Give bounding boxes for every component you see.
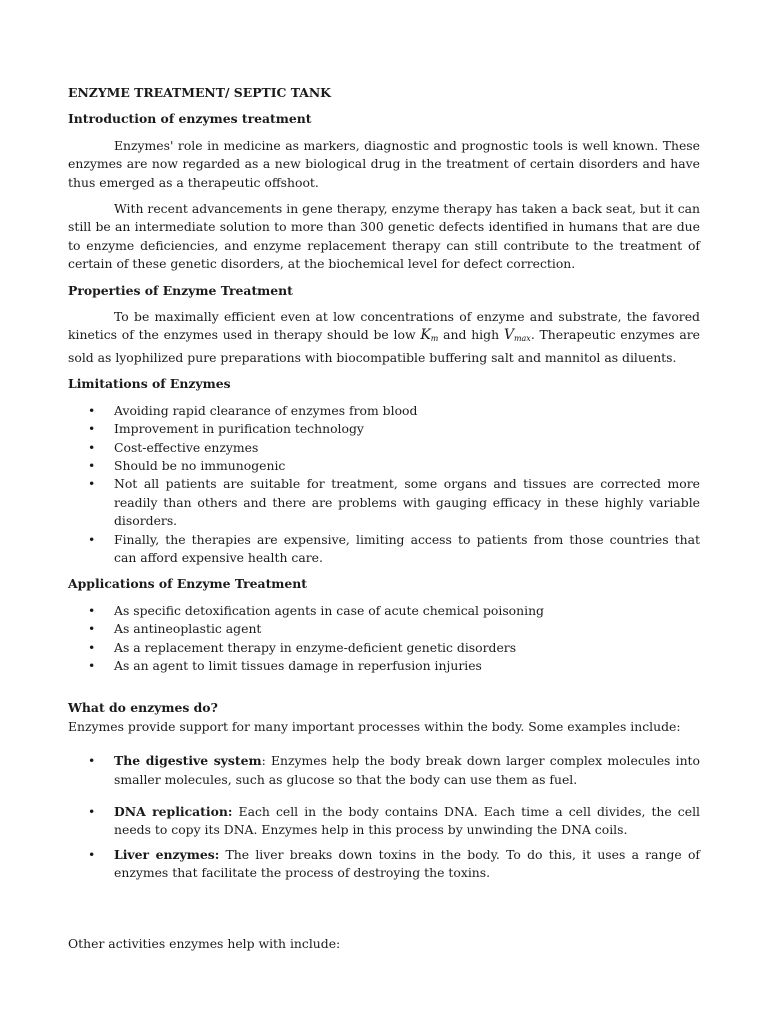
list-item-text: : Enzymes help the body break down larger complex molecules into smaller molecules, such as glucose so that the body can use them as fuel.	[114, 753, 700, 787]
bullet-icon: •	[88, 657, 96, 673]
properties-text-1: To be maximally efficient even at low concentrations of enzyme and substrate, the favored kinetics of the enzymes used in therapy should be low	[68, 309, 700, 343]
bullet-icon: •	[88, 753, 96, 769]
list-item-term: Liver enzymes:	[114, 846, 220, 862]
list-item	[68, 457, 700, 475]
intro-paragraph-2: With recent advancements in gene therapy, enzyme therapy has taken a back seat, but it can still be an intermediate solution to more than 300 genetic defects identified in humans that are due to enzyme deficiencies, and enzyme replacement therapy can still contribute to the treatment of certain of these genetic disorders, at the biochemical level for defect correction.	[68, 201, 700, 272]
what-heading: What do enzymes do?	[68, 700, 218, 716]
bullet-icon: •	[88, 846, 96, 862]
list-item	[68, 846, 700, 883]
list-item-text: Improvement in purification technology	[114, 421, 364, 437]
list-item-text: Finally, the therapies are expensive, limiting access to patients from those countries that can afford expensive health care.	[114, 531, 700, 565]
spacer	[68, 736, 700, 752]
applications-list	[68, 602, 700, 676]
list-item-text: As an agent to limit tissues damage in reperfusion injuries	[114, 657, 482, 673]
km-symbol: K	[420, 327, 431, 344]
what-lead: Enzymes provide support for many important processes within the body. Some examples include:	[68, 718, 681, 734]
list-item	[68, 531, 700, 568]
bullet-icon: •	[88, 421, 96, 437]
properties-text-2: and high	[438, 327, 504, 343]
list-item-text: Not all patients are suitable for treatment, some organs and tissues are corrected more readily than others and there are problems with gauging efficacy in these highly variable disorders.	[114, 476, 700, 529]
list-item-text: The liver breaks down toxins in the body. To do this, it uses a range of enzymes that facilitate the process of destroying the toxins.	[114, 846, 701, 881]
other-activities: Other activities enzymes help with include:	[68, 935, 341, 951]
list-item	[68, 602, 700, 620]
km-subscript: m	[430, 334, 439, 344]
list-item-text: Should be no immunogenic	[114, 457, 286, 473]
list-item	[68, 420, 700, 438]
intro-heading: Introduction of enzymes treatment	[68, 111, 312, 127]
applications-heading: Applications of Enzyme Treatment	[68, 576, 308, 592]
properties-text-3: . Therapeutic enzymes are sold as lyophilized pure preparations with biocompatible buffering salt and mannitol as diluents.	[68, 327, 700, 365]
vmax-symbol: V	[503, 327, 514, 344]
vmax-subscript: max	[513, 334, 531, 344]
list-item-text: Cost-effective enzymes	[114, 439, 259, 455]
bullet-icon: •	[88, 439, 96, 455]
list-item-text: As antineoplastic agent	[114, 621, 262, 637]
limitations-list	[68, 402, 700, 568]
list-item-text: Avoiding rapid clearance of enzymes from blood	[114, 402, 418, 418]
intro-paragraph-1: Enzymes' role in medicine as markers, diagnostic and prognostic tools is well known. These enzymes are now regarded as a new biological drug in the treatment of certain disorders and have thus emerged as a therapeutic offshoot.	[68, 137, 700, 190]
list-item	[68, 620, 700, 638]
bullet-icon: •	[88, 602, 96, 618]
list-item	[68, 752, 700, 789]
list-item	[68, 639, 700, 657]
bullet-icon: •	[88, 457, 96, 473]
bullet-icon: •	[88, 476, 96, 492]
what-list	[68, 752, 700, 882]
document-title: ENZYME TREATMENT/ SEPTIC TANK	[68, 85, 331, 100]
spacer	[68, 683, 700, 699]
list-item	[68, 803, 700, 840]
bullet-icon: •	[88, 402, 96, 418]
list-item	[68, 439, 700, 457]
list-item-term: The digestive system	[114, 753, 262, 769]
spacer	[68, 891, 700, 935]
properties-heading: Properties of Enzyme Treatment	[68, 282, 293, 298]
bullet-icon: •	[88, 639, 96, 655]
list-item-text: As specific detoxification agents in case of acute chemical poisoning	[114, 602, 544, 618]
list-item-text: Each cell in the body contains DNA. Each time a cell divides, the cell needs to copy its DNA. Enzymes help in this process by unwinding the DNA coils.	[114, 804, 700, 838]
list-item-text: As a replacement therapy in enzyme-deficient genetic disorders	[114, 639, 517, 655]
document-page	[68, 84, 700, 961]
list-item-term: DNA replication:	[114, 804, 233, 819]
list-item	[68, 657, 700, 675]
bullet-icon: •	[88, 531, 96, 547]
properties-paragraph	[68, 308, 700, 367]
bullet-icon: •	[88, 804, 96, 819]
limitations-heading: Limitations of Enzymes	[68, 376, 231, 392]
bullet-icon: •	[88, 621, 96, 637]
list-item	[68, 402, 700, 420]
list-item	[68, 475, 700, 530]
